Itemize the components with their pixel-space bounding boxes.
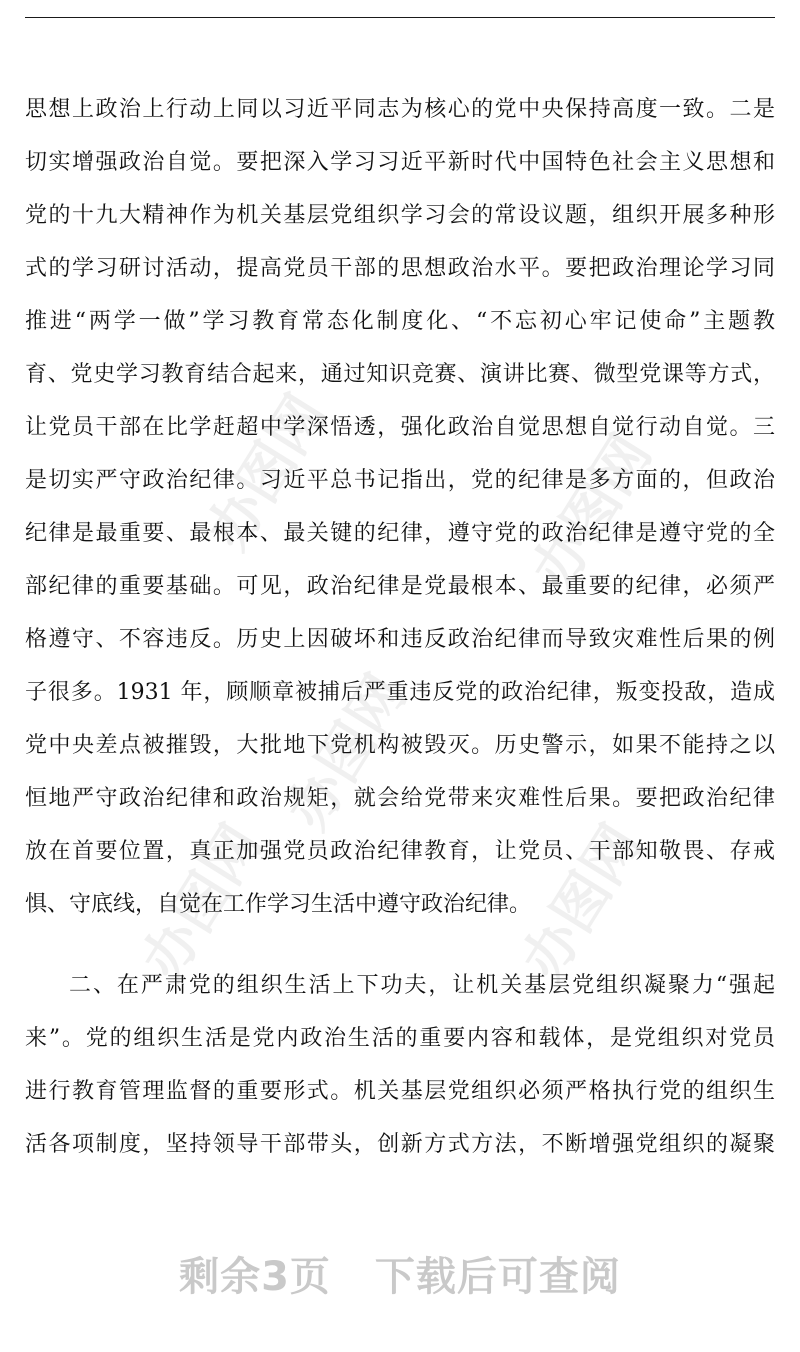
text-line: 活各项制度，坚持领导干部带头，创新方式方法，不断增强党组织的凝聚 xyxy=(25,1132,775,1157)
watermark: 办图网 xyxy=(520,423,665,601)
text-line: 思想上政治上行动上同以习近平同志为核心的党中央保持高度一致。二是 xyxy=(25,97,775,122)
text-line: 是切实严守政治纪律。习近平总书记指出，党的纪律是多方面的，但政治 xyxy=(25,468,775,493)
section-heading-line: 二、在严肃党的组织生活上下功夫，让机关基层党组织凝聚力“强起 xyxy=(69,973,775,998)
text-line: 切实增强政治自觉。要把深入学习习近平新时代中国特色社会主义思想和 xyxy=(25,150,775,175)
text-line: 子很多。1931 年，顾顺章被捕后严重违反党的政治纪律，叛变投敌，造成 xyxy=(25,680,775,705)
text-line: 式的学习研讨活动，提高党员干部的思想政治水平。要把政治理论学习同 xyxy=(25,256,775,281)
text-line: 惧、守底线，自觉在工作学习生活中遵守政治纪律。 xyxy=(25,892,532,917)
watermark: 办图网 xyxy=(275,663,420,841)
download-to-view-label: 下载后可查阅 xyxy=(374,1254,621,1300)
text-line: 让党员干部在比学赶超中学深悟透，强化政治自觉思想自觉行动自觉。三 xyxy=(25,415,775,440)
text-line: 育、党史学习教育结合起来，通过知识竞赛、演讲比赛、微型党课等方式， xyxy=(25,362,775,387)
download-prompt-footer[interactable] xyxy=(0,1245,800,1302)
text-line: 来”。党的组织生活是党内政治生活的重要内容和载体，是党组织对党员 xyxy=(25,1026,775,1051)
text-line: 党中央差点被摧毁，大批地下党机构被毁灭。历史警示，如果不能持之以 xyxy=(25,733,775,758)
watermark: 办图网 xyxy=(510,813,655,991)
remaining-pages-label: 剩余3页 xyxy=(179,1254,331,1300)
text-line: 格遵守、不容违反。历史上因破坏和违反政治纪律而导致灾难性后果的例 xyxy=(25,627,775,652)
watermark: 办图网 xyxy=(195,383,340,561)
text-line: 部纪律的重要基础。可见，政治纪律是党最根本、最重要的纪律，必须严 xyxy=(25,574,775,599)
header-rule xyxy=(25,17,775,18)
text-line: 进行教育管理监督的重要形式。机关基层党组织必须严格执行党的组织生 xyxy=(25,1079,775,1104)
watermark: 办图网 xyxy=(130,813,275,991)
text-line: 恒地严守政治纪律和政治规矩，就会给党带来灾难性后果。要把政治纪律 xyxy=(25,786,775,811)
text-line: 党的十九大精神作为机关基层党组织学习会的常设议题，组织开展多种形 xyxy=(25,203,775,228)
text-line: 纪律是最重要、最根本、最关键的纪律，遵守党的政治纪律是遵守党的全 xyxy=(25,521,775,546)
text-line: 放在首要位置，真正加强党员政治纪律教育，让党员、干部知敬畏、存戒 xyxy=(25,839,775,864)
text-line: 推进“两学一做”学习教育常态化制度化、“不忘初心牢记使命”主题教 xyxy=(25,309,775,334)
